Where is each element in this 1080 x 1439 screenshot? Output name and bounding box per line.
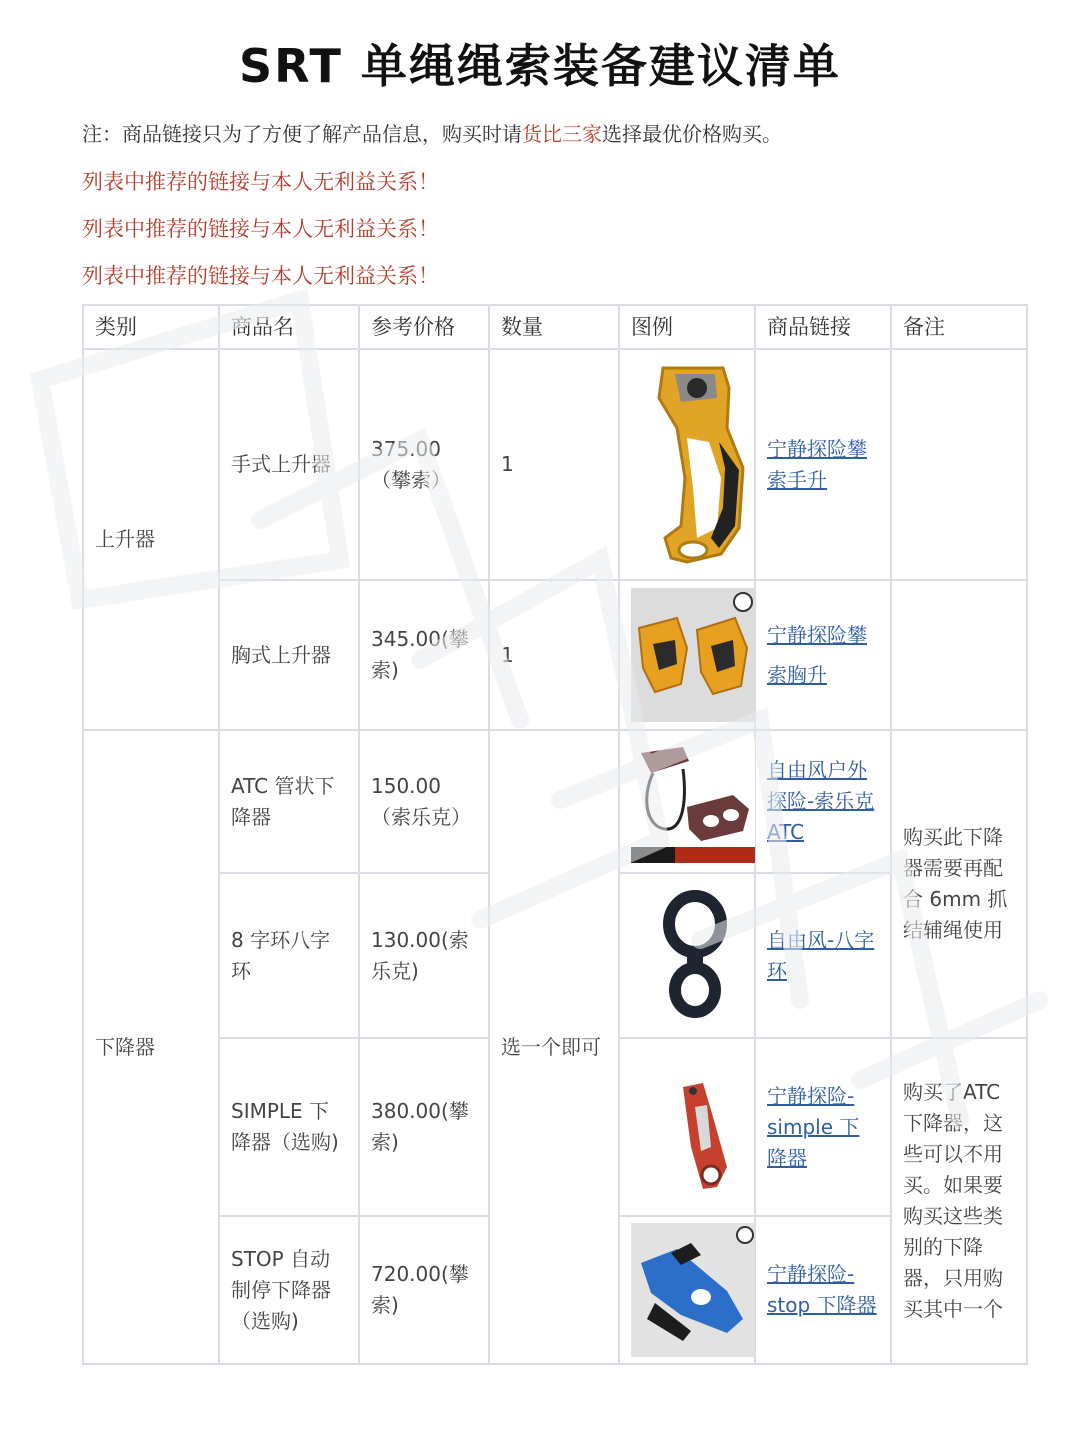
product-link-cell bbox=[755, 730, 891, 873]
product-price: 130.00(索乐克) bbox=[359, 873, 489, 1038]
image-cell bbox=[619, 580, 755, 730]
remarks-cell bbox=[891, 580, 1027, 730]
product-link[interactable]: 宁静探险-simple 下降器 bbox=[767, 1083, 860, 1170]
product-link-cell bbox=[755, 1216, 891, 1364]
image-cell bbox=[619, 1038, 755, 1216]
header-quantity: 数量 bbox=[489, 305, 619, 349]
product-name: ATC 管状下降器 bbox=[219, 730, 359, 873]
header-product-name: 商品名 bbox=[219, 305, 359, 349]
page-title: SRT 单绳绳索装备建议清单 bbox=[239, 39, 841, 93]
descender-quantity: 选一个即可 bbox=[489, 730, 619, 1364]
disclaimer-line: 列表中推荐的链接与本人无利益关系！ bbox=[82, 170, 439, 194]
note-suffix: 选择最优价格购买。 bbox=[602, 122, 782, 146]
product-link[interactable]: 宁静探险-stop 下降器 bbox=[767, 1262, 877, 1317]
table-row bbox=[83, 349, 1027, 580]
image-cell bbox=[619, 873, 755, 1038]
product-link[interactable]: 自由风户外探险-索乐克 ATC bbox=[767, 758, 875, 844]
simple-descender-image bbox=[631, 1047, 755, 1207]
product-quantity: 1 bbox=[489, 349, 619, 580]
product-name: 手式上升器 bbox=[219, 349, 359, 580]
product-link[interactable]: 宁静探险攀索手升 bbox=[767, 436, 867, 492]
remarks-optional: 购买了ATC 下降器，这些可以不用买。如果要购买这些类别的下降器，只用购买其中一个 bbox=[891, 1038, 1027, 1364]
header-remarks: 备注 bbox=[891, 305, 1027, 349]
figure-eight-image bbox=[631, 882, 755, 1030]
product-link[interactable]: 自由风-八字环 bbox=[767, 927, 875, 983]
product-price: 380.00(攀索) bbox=[359, 1038, 489, 1216]
chest-ascender-image bbox=[631, 588, 755, 722]
purchase-note bbox=[82, 118, 782, 147]
product-name: 8 字环八字环 bbox=[219, 873, 359, 1038]
product-link-cell bbox=[755, 1038, 891, 1216]
equipment-table bbox=[82, 304, 1028, 1365]
remarks-atc: 购买此下降器需要再配合 6mm 抓结辅绳使用 bbox=[891, 730, 1027, 1038]
image-cell bbox=[619, 1216, 755, 1364]
product-name: STOP 自动制停下降器（选购) bbox=[219, 1216, 359, 1364]
note-highlight: 货比三家 bbox=[522, 122, 602, 146]
header-price: 参考价格 bbox=[359, 305, 489, 349]
product-price: 150.00（索乐克） bbox=[359, 730, 489, 873]
table-header-row bbox=[83, 305, 1027, 349]
remarks-cell bbox=[891, 349, 1027, 580]
product-link[interactable]: 宁静探险攀索胸升 bbox=[767, 623, 867, 687]
header-category: 类别 bbox=[83, 305, 219, 349]
hand-ascender-image bbox=[631, 358, 755, 572]
category-descender: 下降器 bbox=[83, 730, 219, 1364]
product-link-cell bbox=[755, 873, 891, 1038]
product-name: SIMPLE 下降器（选购) bbox=[219, 1038, 359, 1216]
disclaimer-line: 列表中推荐的链接与本人无利益关系！ bbox=[82, 217, 439, 241]
product-link-cell bbox=[755, 349, 891, 580]
product-quantity: 1 bbox=[489, 580, 619, 730]
product-price: 345.00(攀索) bbox=[359, 580, 489, 730]
category-ascender: 上升器 bbox=[83, 349, 219, 730]
header-link: 商品链接 bbox=[755, 305, 891, 349]
image-cell bbox=[619, 730, 755, 873]
header-image: 图例 bbox=[619, 305, 755, 349]
product-name: 胸式上升器 bbox=[219, 580, 359, 730]
product-price: 720.00(攀索) bbox=[359, 1216, 489, 1364]
product-price: 375.00（攀索） bbox=[359, 349, 489, 580]
table-row bbox=[83, 580, 1027, 730]
image-cell bbox=[619, 349, 755, 580]
stop-descender-image bbox=[631, 1223, 755, 1357]
note-prefix: 注：商品链接只为了方便了解产品信息，购买时请 bbox=[82, 122, 522, 146]
disclaimer-line: 列表中推荐的链接与本人无利益关系！ bbox=[82, 264, 439, 288]
product-link-cell bbox=[755, 580, 891, 730]
atc-belay-image bbox=[631, 739, 755, 865]
table-row bbox=[83, 730, 1027, 873]
